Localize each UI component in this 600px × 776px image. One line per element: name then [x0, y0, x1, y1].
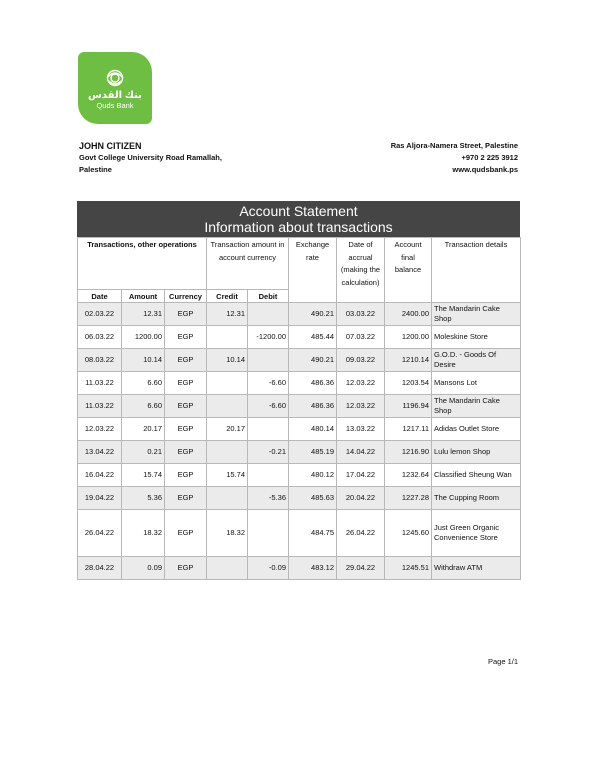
- table-row: [78, 418, 521, 441]
- dome-emblem-icon: [102, 67, 128, 89]
- cell-amount: 15.74: [122, 464, 165, 487]
- cell-currency: EGP: [165, 326, 207, 349]
- cell-accrual: 26.04.22: [337, 510, 385, 557]
- statement-title: Account Statement: [239, 203, 358, 219]
- cell-rate: 480.12: [289, 464, 337, 487]
- cell-credit: 20.17: [207, 418, 248, 441]
- cell-debit: -5.36: [248, 487, 289, 510]
- cell-rate: 490.21: [289, 349, 337, 372]
- cell-currency: EGP: [165, 510, 207, 557]
- cell-credit: [207, 487, 248, 510]
- cell-debit: [248, 464, 289, 487]
- cell-details: Adidas Outlet Store: [432, 418, 521, 441]
- account-statement: [77, 201, 520, 580]
- cell-amount: 20.17: [122, 418, 165, 441]
- amount-in-currency-header: Transaction amount in account currency: [207, 238, 289, 290]
- bank-logo: [78, 52, 152, 124]
- customer-name: JOHN CITIZEN: [79, 141, 142, 151]
- cell-balance: 1245.51: [385, 557, 432, 580]
- cell-balance: 1196.94: [385, 395, 432, 418]
- cell-balance: 1227.28: [385, 487, 432, 510]
- page-number: Page 1/1: [487, 657, 518, 666]
- transactions-table: [77, 237, 521, 580]
- cell-amount: 12.31: [122, 303, 165, 326]
- final-balance-header: Account final balance: [385, 238, 432, 303]
- cell-debit: [248, 303, 289, 326]
- bank-contact-block: [391, 140, 518, 176]
- cell-rate: 486.36: [289, 395, 337, 418]
- cell-credit: [207, 557, 248, 580]
- bank-name-english: Quds Bank: [96, 100, 134, 110]
- cell-details: The Cupping Room: [432, 487, 521, 510]
- cell-credit: 12.31: [207, 303, 248, 326]
- cell-currency: EGP: [165, 418, 207, 441]
- cell-date: 26.04.22: [78, 510, 122, 557]
- cell-balance: 1245.60: [385, 510, 432, 557]
- table-row: [78, 349, 521, 372]
- credit-column-header: Credit: [207, 290, 248, 303]
- date-column-header: Date: [78, 290, 122, 303]
- bank-street: Ras Aljora-Namera Street, Palestine: [390, 141, 518, 150]
- cell-accrual: 12.03.22: [337, 395, 385, 418]
- cell-accrual: 17.04.22: [337, 464, 385, 487]
- table-row: [78, 372, 521, 395]
- bank-phone: +970 2 225 3912: [461, 153, 518, 162]
- ops-header: Transactions, other operations: [78, 238, 207, 290]
- statement-banner: [77, 201, 520, 237]
- cell-credit: 18.32: [207, 510, 248, 557]
- cell-date: 11.03.22: [78, 395, 122, 418]
- customer-address-line2: Palestine: [79, 165, 112, 174]
- cell-details: Moleskine Store: [432, 326, 521, 349]
- cell-details: G.O.D. - Goods Of Desire: [432, 349, 521, 372]
- cell-currency: EGP: [165, 557, 207, 580]
- cell-debit: [248, 418, 289, 441]
- table-row: [78, 557, 521, 580]
- cell-date: 06.03.22: [78, 326, 122, 349]
- statement-subtitle: Information about transactions: [204, 219, 393, 235]
- cell-credit: [207, 395, 248, 418]
- cell-debit: -0.09: [248, 557, 289, 580]
- cell-date: 19.04.22: [78, 487, 122, 510]
- cell-currency: EGP: [165, 487, 207, 510]
- customer-address-line1: Govt College University Road Ramallah,: [79, 153, 222, 162]
- debit-column-header: Debit: [248, 290, 289, 303]
- transaction-details-header: Transaction details: [432, 238, 521, 303]
- cell-credit: [207, 326, 248, 349]
- cell-amount: 6.60: [122, 395, 165, 418]
- currency-column-header: Currency: [165, 290, 207, 303]
- cell-amount: 10.14: [122, 349, 165, 372]
- cell-balance: 1232.64: [385, 464, 432, 487]
- cell-date: 28.04.22: [78, 557, 122, 580]
- cell-debit: -6.60: [248, 395, 289, 418]
- cell-rate: 486.36: [289, 372, 337, 395]
- exchange-rate-header: Exchange rate: [289, 238, 337, 303]
- bank-name-arabic: بنك القدس: [88, 89, 142, 101]
- cell-details: Lulu lemon Shop: [432, 441, 521, 464]
- cell-credit: 15.74: [207, 464, 248, 487]
- cell-amount: 0.09: [122, 557, 165, 580]
- cell-accrual: 03.03.22: [337, 303, 385, 326]
- table-group-header-row: [78, 238, 521, 290]
- cell-date: 02.03.22: [78, 303, 122, 326]
- cell-accrual: 07.03.22: [337, 326, 385, 349]
- cell-debit: -1200.00: [248, 326, 289, 349]
- cell-rate: 483.12: [289, 557, 337, 580]
- cell-amount: 0.21: [122, 441, 165, 464]
- cell-rate: 485.63: [289, 487, 337, 510]
- cell-details: Withdraw ATM: [432, 557, 521, 580]
- cell-currency: EGP: [165, 303, 207, 326]
- cell-details: Just Green Organic Convenience Store: [432, 510, 521, 557]
- cell-debit: [248, 510, 289, 557]
- date-of-accrual-header: Date of accrual (making the calculation): [337, 238, 385, 303]
- cell-currency: EGP: [165, 349, 207, 372]
- cell-currency: EGP: [165, 464, 207, 487]
- cell-currency: EGP: [165, 441, 207, 464]
- cell-balance: 1200.00: [385, 326, 432, 349]
- cell-credit: 10.14: [207, 349, 248, 372]
- table-row: [78, 326, 521, 349]
- cell-credit: [207, 372, 248, 395]
- cell-balance: 1210.14: [385, 349, 432, 372]
- cell-currency: EGP: [165, 395, 207, 418]
- cell-currency: EGP: [165, 372, 207, 395]
- cell-accrual: 13.03.22: [337, 418, 385, 441]
- cell-balance: 1216.90: [385, 441, 432, 464]
- cell-accrual: 20.04.22: [337, 487, 385, 510]
- cell-date: 11.03.22: [78, 372, 122, 395]
- cell-accrual: 29.04.22: [337, 557, 385, 580]
- table-row: [78, 510, 521, 557]
- cell-debit: -6.60: [248, 372, 289, 395]
- cell-balance: 1217.11: [385, 418, 432, 441]
- table-row: [78, 441, 521, 464]
- table-row: [78, 303, 521, 326]
- amount-column-header: Amount: [122, 290, 165, 303]
- cell-balance: 2400.00: [385, 303, 432, 326]
- cell-details: Mansons Lot: [432, 372, 521, 395]
- cell-date: 13.04.22: [78, 441, 122, 464]
- cell-balance: 1203.54: [385, 372, 432, 395]
- cell-rate: 484.75: [289, 510, 337, 557]
- customer-address-block: [79, 140, 222, 176]
- cell-accrual: 14.04.22: [337, 441, 385, 464]
- cell-details: The Mandarin Cake Shop: [432, 395, 521, 418]
- cell-amount: 5.36: [122, 487, 165, 510]
- cell-rate: 480.14: [289, 418, 337, 441]
- cell-amount: 1200.00: [122, 326, 165, 349]
- cell-debit: [248, 349, 289, 372]
- cell-rate: 485.19: [289, 441, 337, 464]
- cell-date: 08.03.22: [78, 349, 122, 372]
- cell-accrual: 12.03.22: [337, 372, 385, 395]
- cell-details: The Mandarin Cake Shop: [432, 303, 521, 326]
- cell-amount: 6.60: [122, 372, 165, 395]
- cell-date: 16.04.22: [78, 464, 122, 487]
- cell-rate: 490.21: [289, 303, 337, 326]
- table-row: [78, 464, 521, 487]
- cell-credit: [207, 441, 248, 464]
- bank-website: www.qudsbank.ps: [452, 165, 518, 174]
- cell-debit: -0.21: [248, 441, 289, 464]
- cell-details: Classified Sheung Wan: [432, 464, 521, 487]
- cell-amount: 18.32: [122, 510, 165, 557]
- table-row: [78, 395, 521, 418]
- table-row: [78, 487, 521, 510]
- cell-rate: 485.44: [289, 326, 337, 349]
- cell-date: 12.03.22: [78, 418, 122, 441]
- cell-accrual: 09.03.22: [337, 349, 385, 372]
